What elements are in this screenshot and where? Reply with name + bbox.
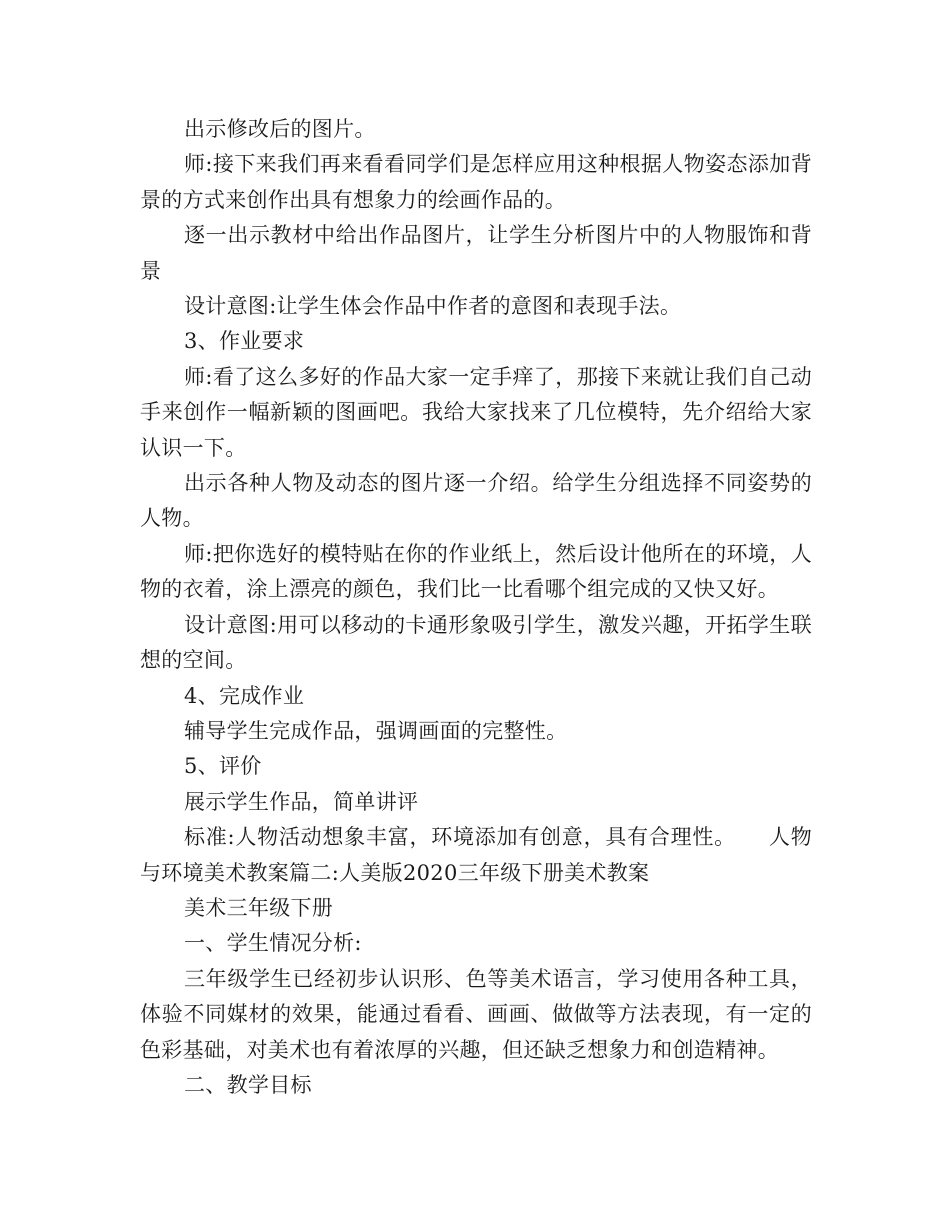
paragraph: 标准:人物活动想象丰富，环境添加有创意，具有合理性。 人物与环境美术教案篇二:人美版2020三年级下册美术教案 [140, 825, 812, 885]
section-heading: 3、作业要求 [184, 329, 305, 354]
paragraph: 设计意图:用可以移动的卡通形象吸引学生，激发兴趣，开拓学生联想的空间。 [140, 612, 812, 673]
paragraph: 美术三年级下册 [184, 895, 334, 920]
paragraph: 出示修改后的图片。 [184, 117, 376, 141]
paragraph: 师:接下来我们再来看看同学们是怎样应用这种根据人物姿态添加背景的方式来创作出具有想象力的绘画作品的。 [140, 152, 812, 212]
paragraph: 三年级学生已经初步认识形、色等美术语言，学习使用各种工具，体验不同媒材的效果，能通过看看、画画、做做等方法表现，有一定的色彩基础，对美术也有着浓厚的兴趣，但还缺乏想象力和创造精神。 [140, 966, 812, 1062]
paragraph: 设计意图:让学生体会作品中作者的意图和表现手法。 [184, 294, 682, 319]
section-heading: 4、完成作业 [184, 683, 305, 708]
section-heading: 一、学生情况分析: [184, 931, 362, 956]
paragraph: 展示学生作品，简单讲评 [184, 789, 419, 814]
section-heading: 二、教学目标 [184, 1072, 312, 1097]
paragraph: 师:看了这么多好的作品大家一定手痒了，那接下来就让我们自己动手来创作一幅新颖的图画吧。我给大家找来了几位模特，先介绍给大家认识一下。 [140, 364, 812, 460]
paragraph: 出示各种人物及动态的图片逐一介绍。给学生分组选择不同姿势的人物。 [140, 471, 812, 531]
document-body [140, 112, 812, 1103]
paragraph: 辅导学生完成作品，强调画面的完整性。 [184, 718, 568, 743]
paragraph: 师:把你选好的模特贴在你的作业纸上，然后设计他所在的环境，人物的衣着，涂上漂亮的颜色，我们比一比看哪个组完成的又快又好。 [140, 541, 812, 602]
paragraph: 逐一出示教材中给出作品图片，让学生分析图片中的人物服饰和背景 [140, 223, 812, 283]
section-heading: 5、评价 [184, 754, 262, 779]
